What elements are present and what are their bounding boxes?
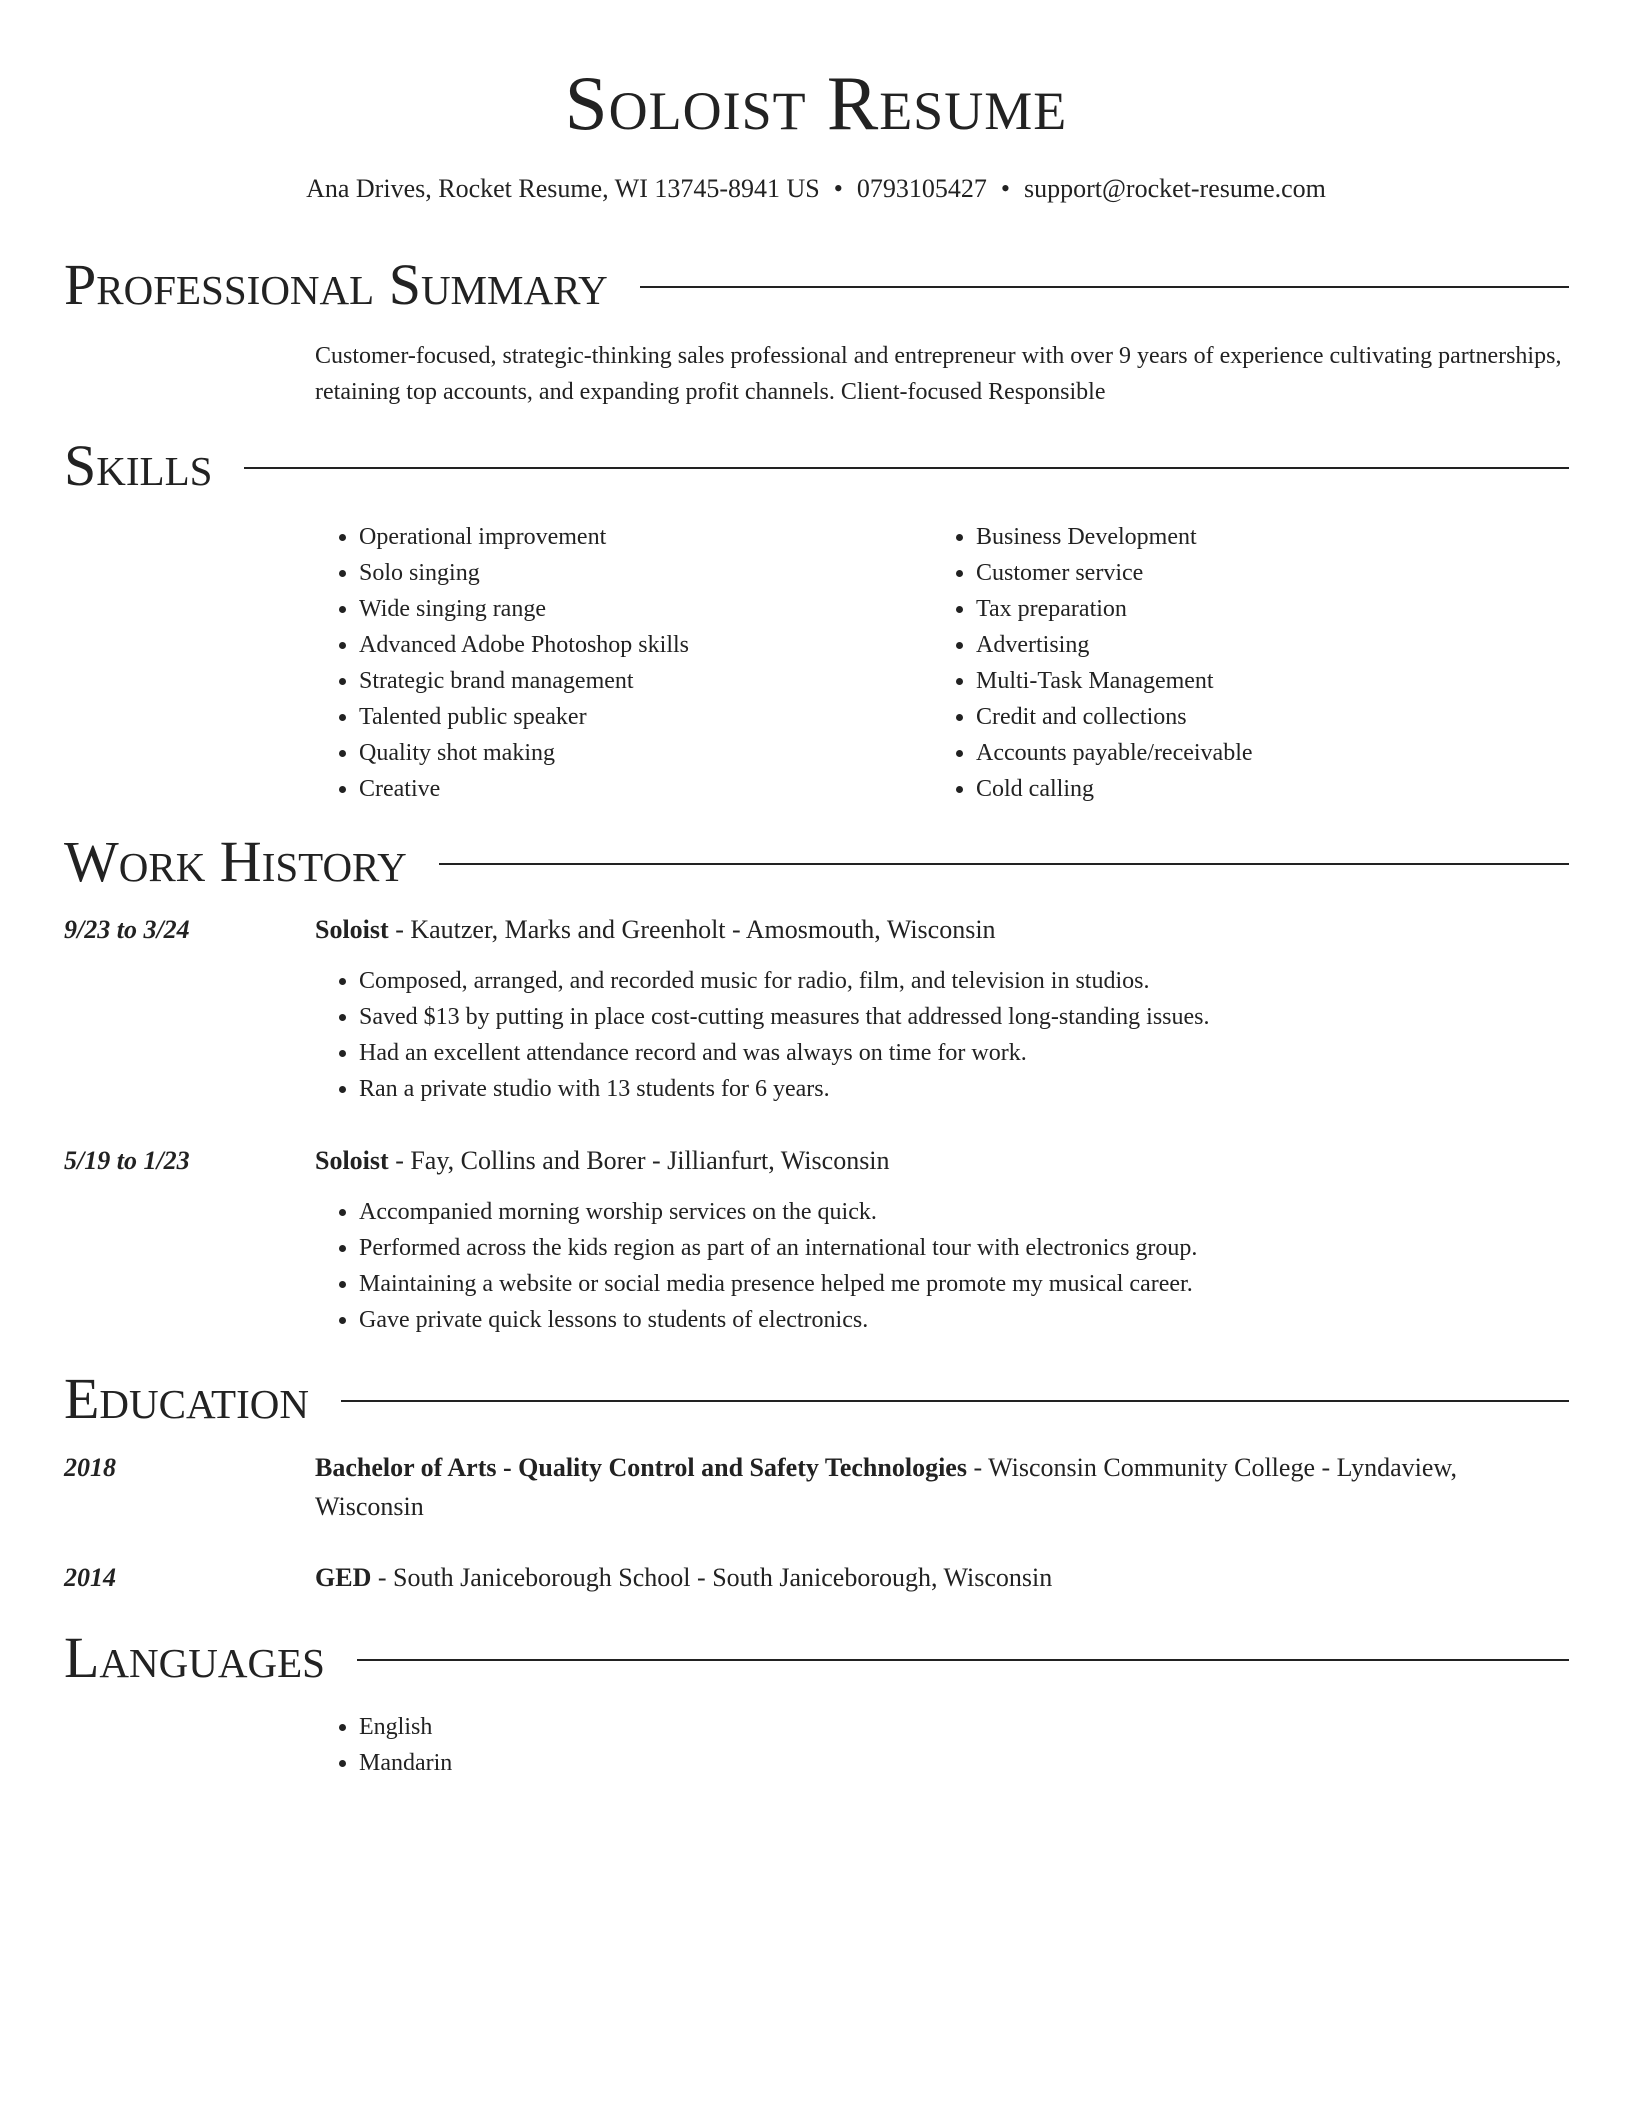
skill-item: • Cold calling [976, 771, 1532, 807]
education-degree: Bachelor of Arts - Quality Control and Safety Technologies [315, 1453, 967, 1482]
section-header-skills [64, 434, 1569, 498]
job-bullets [315, 963, 1569, 1107]
job-bullet: • Saved $13 by putting in place cost-cutting measures that addressed long-standing issues. [359, 999, 1569, 1035]
languages-list-wrap [315, 1709, 1569, 1781]
skill-item: • Advanced Adobe Photoshop skills [359, 627, 915, 663]
skill-item: • Advertising [976, 627, 1532, 663]
job-heading [315, 1141, 1569, 1180]
contact-separator: • [1000, 174, 1010, 203]
section-header-languages [64, 1626, 1569, 1690]
job-details: - Fay, Collins and Borer - Jillianfurt, Wisconsin [388, 1146, 890, 1175]
section-header-education [64, 1367, 1569, 1431]
job-dates: 9/23 to 3/24 [64, 915, 190, 944]
skill-item: • Accounts payable/receivable [976, 735, 1532, 771]
section-divider [244, 467, 1569, 469]
summary-text: Customer-focused, strategic-thinking sales professional and entrepreneur with over 9 years of experience cultivating partnerships, retaining top accounts, and expanding profit channels. Client-focused Responsible [315, 343, 1562, 405]
job-role: Soloist [315, 915, 389, 944]
job-bullet: • Ran a private studio with 13 students for 6 years. [359, 1071, 1569, 1107]
skill-item: • Creative [359, 771, 915, 807]
languages-list [315, 1709, 1569, 1781]
job-bullet: • Maintaining a website or social media presence helped me promote my musical career. [359, 1266, 1569, 1302]
contact-email: support@rocket-resume.com [1023, 174, 1326, 203]
section-title-skills: Skills [64, 433, 213, 498]
section-divider [357, 1659, 1569, 1661]
section-title-work: Work History [64, 829, 407, 894]
job-role: Soloist [315, 1146, 389, 1175]
education-heading [315, 1448, 1569, 1526]
job-bullets [315, 1194, 1569, 1338]
resume-title: Soloist Resume [564, 60, 1068, 146]
contact-address: Ana Drives, Rocket Resume, WI 13745-8941 US [306, 174, 820, 203]
section-divider [640, 286, 1569, 288]
skill-item: • Tax preparation [976, 591, 1532, 627]
education-degree: GED [315, 1563, 372, 1592]
skill-item: • Business Development [976, 519, 1532, 555]
section-title-education: Education [64, 1366, 309, 1431]
education-heading [315, 1558, 1569, 1597]
section-header-summary [64, 253, 1569, 317]
section-header-work [64, 830, 1569, 894]
skill-item: • Quality shot making [359, 735, 915, 771]
skill-item: • Wide singing range [359, 591, 915, 627]
skills-column-right [932, 519, 1532, 807]
job-bullet: • Composed, arranged, and recorded music for radio, film, and television in studios. [359, 963, 1569, 999]
section-title-summary: Professional Summary [64, 252, 608, 317]
section-divider [439, 863, 1569, 865]
skill-item: • Customer service [976, 555, 1532, 591]
job-heading [315, 910, 1569, 949]
education-details: - Wisconsin Community College - Lyndaview, Wisconsin [315, 1453, 1457, 1521]
skill-item: • Credit and collections [976, 699, 1532, 735]
contact-phone: 0793105427 [856, 174, 987, 203]
job-bullet: • Had an excellent attendance record and was always on time for work. [359, 1035, 1569, 1071]
job-dates: 5/19 to 1/23 [64, 1146, 190, 1175]
language-item: • English [359, 1709, 1569, 1745]
skill-item: • Multi-Task Management [976, 663, 1532, 699]
skill-item: • Talented public speaker [359, 699, 915, 735]
contact-line [0, 172, 1632, 206]
skills-column-left [315, 519, 915, 807]
skills-list-right [932, 519, 1532, 807]
education-details: - South Janiceborough School - South Janiceborough, Wisconsin [371, 1563, 1053, 1592]
education-year: 2014 [64, 1563, 116, 1592]
section-divider [341, 1400, 1569, 1402]
skill-item: • Strategic brand management [359, 663, 915, 699]
job-bullet: • Gave private quick lessons to students of electronics. [359, 1302, 1569, 1338]
education-year: 2018 [64, 1453, 116, 1482]
skill-item: • Operational improvement [359, 519, 915, 555]
section-title-languages: Languages [64, 1625, 325, 1690]
skill-item: • Solo singing [359, 555, 915, 591]
job-bullet-list [315, 963, 1569, 1107]
contact-separator: • [833, 174, 843, 203]
skills-list-left [315, 519, 915, 807]
job-bullet: • Accompanied morning worship services on the quick. [359, 1194, 1569, 1230]
job-bullet-list [315, 1194, 1569, 1338]
job-bullet: • Performed across the kids region as part of an international tour with electronics group. [359, 1230, 1569, 1266]
job-details: - Kautzer, Marks and Greenholt - Amosmouth, Wisconsin [388, 915, 996, 944]
language-item: • Mandarin [359, 1745, 1569, 1781]
